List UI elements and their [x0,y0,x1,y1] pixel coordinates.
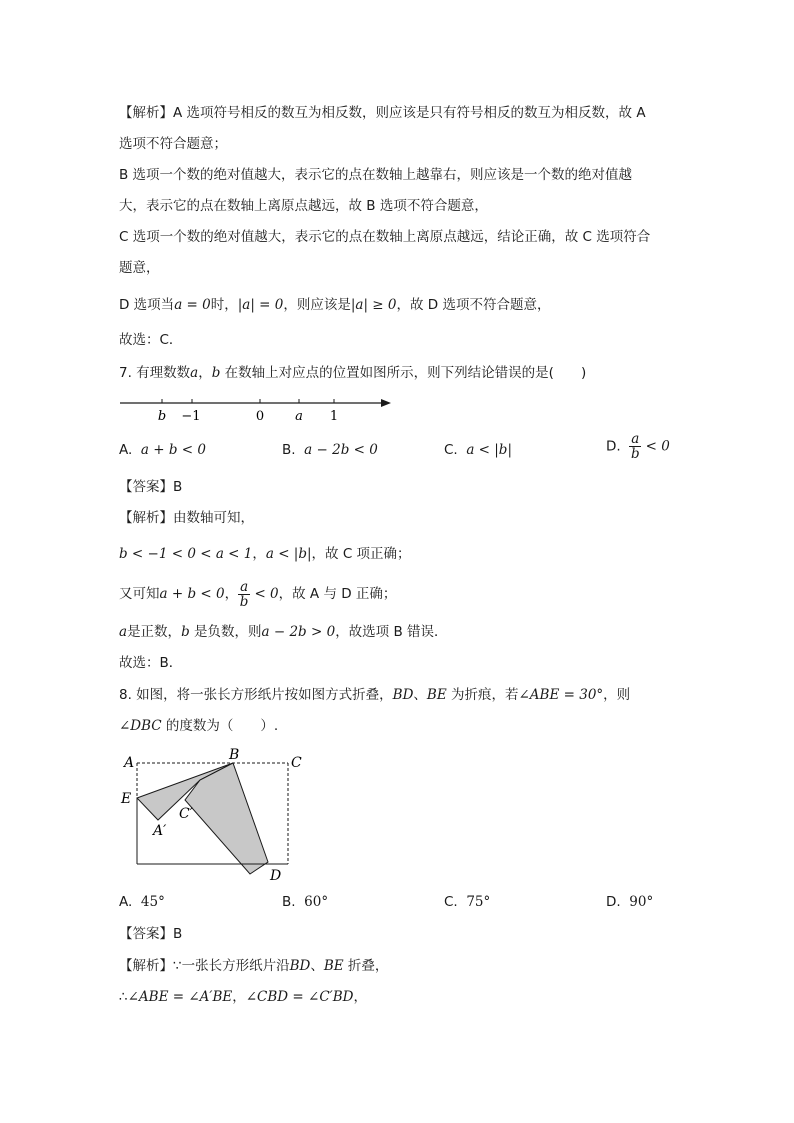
math: b [211,365,221,381]
math: a − 2b > 0 [261,624,336,640]
fold-figure [115,745,315,887]
text: ， [252,546,266,562]
option-letter: A. [119,442,133,458]
q6-analysis-line-5: C 选项一个数的绝对值越大，表示它的点在数轴上离原点越远，结论正确，故 C 选项符合 [119,229,651,245]
text: ，则 [603,687,631,703]
q7-analysis-line-2 [119,545,411,563]
q7-answer: 【答案】B [119,479,183,495]
math: BE [323,958,344,974]
text: 是正数， [127,624,182,640]
arrow-icon [381,399,391,407]
label-A: A [124,755,135,771]
q8-option-d [606,893,653,911]
q6-analysis-line-8: 故选：C． [119,332,183,348]
math: |a| = 0 [237,297,284,313]
text: ，故 D 选项不符合题意， [396,297,551,313]
q8-analysis-line-1 [119,957,388,975]
q7-stem [119,364,586,382]
text: 又可知 [119,586,160,602]
text: 在数轴上对应点的位置如图所示，则下列结论错误的是( ) [220,365,587,381]
option-text: 45° [140,894,165,910]
q6-analysis-line-1: 【解析】A 选项符号相反的数互为相反数，则应该是只有符号相反的数互为相反数，故 A [119,105,646,121]
text: ，则应该是 [283,297,351,313]
option-text: a − 2b < 0 [304,442,378,458]
label-D: D [270,868,282,884]
math: ∠ABE = ∠A′BE [127,989,233,1005]
math: BD [289,958,311,974]
math: a [190,365,199,381]
text: 是负数，则 [189,624,262,640]
axis-label-1: 1 [329,409,339,424]
option-letter: C. [444,442,458,458]
math: b [181,624,190,640]
option-letter: B. [282,442,296,458]
q6-analysis-line-2: 选项不符合题意； [119,136,227,152]
option-text: 60° [304,894,329,910]
text: 、 [310,958,324,974]
text: ，故 A 与 D 正确； [278,586,397,602]
q7-option-d [606,432,670,461]
q7-analysis-line-1: 【解析】由数轴可知， [119,510,254,526]
q8-option-b [282,893,328,911]
math: a + b < 0 [159,586,225,602]
denominator: b [630,446,640,462]
math: ∠CBD = ∠C′BD [245,989,354,1005]
numerator: a [631,431,640,447]
option-text: a + b < 0 [140,442,206,458]
option-text: a < |b| [466,442,512,458]
fraction [238,580,250,609]
math: < 0 [254,586,279,602]
axis-label-a: a [295,409,303,424]
label-B: B [229,747,240,763]
q7-option-b [282,441,378,459]
math: b < −1 < 0 < a < 1 [119,546,253,562]
math: BE [426,687,447,703]
math: a = 0 [174,297,211,313]
option-letter: D. [606,438,621,455]
text: 折叠， [343,958,389,974]
math: a [119,624,128,640]
fraction [629,432,641,461]
label-A-prime: A′ [153,823,167,839]
q7-option-c [444,441,512,459]
option-letter: D. [606,894,621,910]
q6-analysis-line-6: 题意， [119,260,160,276]
axis-label-b: b [157,409,167,424]
math: |a| ≥ 0 [350,297,397,313]
q8-option-c [444,893,490,911]
q6-analysis-line-3: B 选项一个数的绝对值越大，表示它的点在数轴上越靠右，则应该是一个数的绝对值越 [119,167,633,183]
q7-analysis-line-3 [119,578,396,610]
option-letter: C. [444,894,458,910]
q8-option-a [119,893,165,911]
q7-analysis-line-5: 故选：B． [119,655,183,671]
text: 【解析】∵一张长方形纸片沿 [119,958,290,974]
text: 为折痕，若 [446,687,519,703]
numerator: a [240,578,249,595]
text: 、 [413,687,427,703]
text: ， [353,989,367,1005]
math: BD [392,687,414,703]
denominator: b [239,593,249,610]
text: ， [224,586,239,602]
text: ， [198,365,212,381]
option-letter: A. [119,894,133,910]
math: a < |b| [265,546,312,562]
text: 7. 有理数数 [119,365,191,381]
axis-label-neg1: −1 [181,409,201,424]
q7-analysis-line-4 [119,623,448,641]
q8-stem-line-1 [119,686,630,704]
q8-answer: 【答案】B [119,926,183,942]
q8-stem-line-2 [119,717,278,735]
text: D 选项当 [119,297,175,313]
option-letter: B. [282,894,296,910]
label-C-prime: C′ [179,806,193,822]
text: 时， [210,297,238,313]
option-text: < 0 [645,438,670,455]
math: ∠ABE = 30° [518,687,604,703]
text: ， [232,989,246,1005]
q6-analysis-line-7 [119,296,551,314]
option-text: 75° [466,894,491,910]
option-text: 90° [629,894,654,910]
label-E: E [121,791,132,807]
q7-option-a [119,441,206,459]
number-line-figure [115,392,400,426]
text: 的度数为（ ）. [161,718,279,734]
label-C: C [291,755,302,771]
text: ∴ [119,989,128,1005]
text: ，故 C 项正确； [311,546,411,562]
math: ∠DBC [119,718,162,734]
q6-analysis-line-4: 大，表示它的点在数轴上离原点越远，故 B 选项不符合题意， [119,198,488,214]
text: 8. 如图，将一张长方形纸片按如图方式折叠， [119,687,393,703]
text: ，故选项 B 错误． [335,624,448,640]
q8-analysis-line-2 [119,988,367,1006]
axis-label-0: 0 [255,409,265,424]
